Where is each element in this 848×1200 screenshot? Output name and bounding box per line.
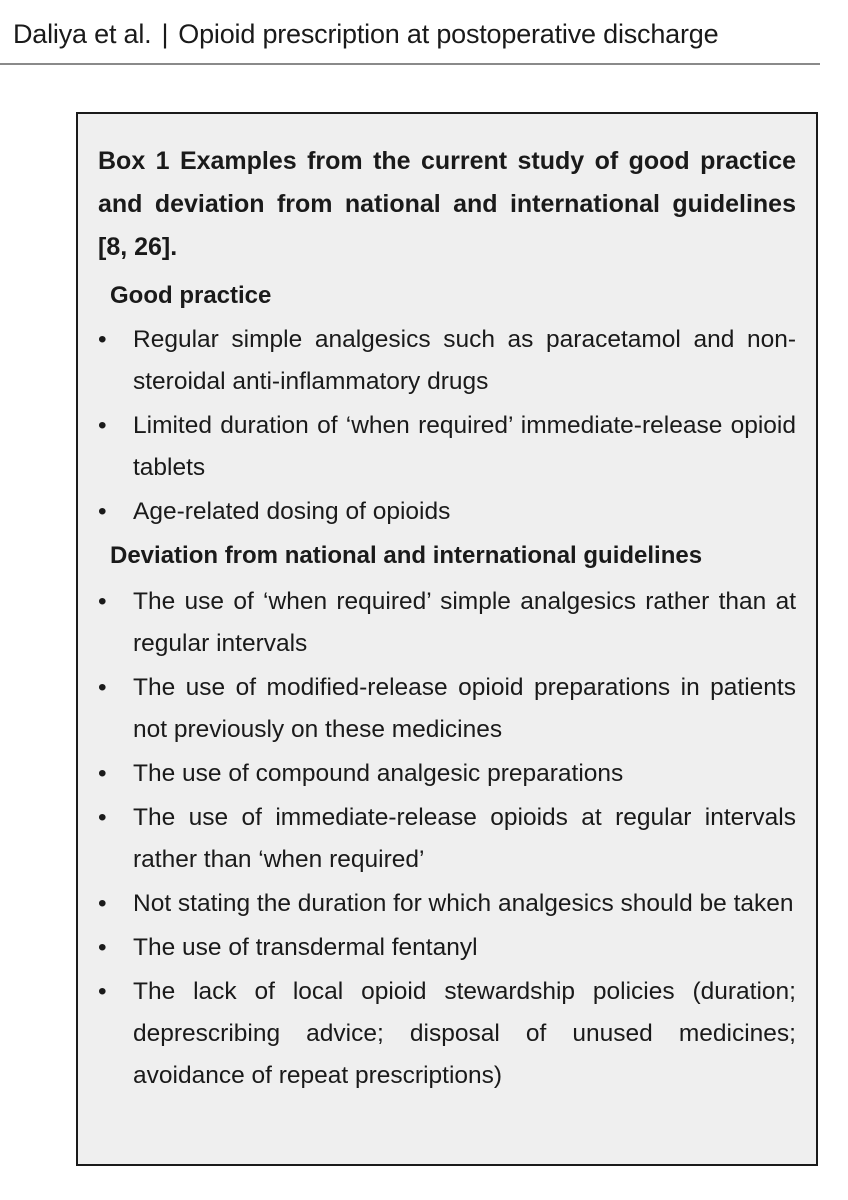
bullet-icon: • xyxy=(98,412,107,439)
list-item xyxy=(98,753,796,795)
list-item-text: Regular simple analgesics such as paracetamol and non-steroidal anti-inflammatory drugs xyxy=(133,326,796,395)
list-item xyxy=(98,927,796,969)
bullet-icon: • xyxy=(98,498,107,525)
list-item xyxy=(98,491,796,533)
list-item xyxy=(98,971,796,1097)
list-item xyxy=(98,581,796,665)
bullet-icon: • xyxy=(98,760,107,787)
list-item-text: Not stating the duration for which analgesics should be taken xyxy=(133,890,794,917)
list-item xyxy=(98,797,796,881)
list-item-text: The use of ‘when required’ simple analgesics rather than at regular intervals xyxy=(133,588,796,657)
list-item-text: Limited duration of ‘when required’ immediate-release opioid tablets xyxy=(133,412,796,481)
bullet-icon: • xyxy=(98,674,107,701)
header-separator: | xyxy=(161,19,169,49)
header-title: Opioid prescription at postoperative discharge xyxy=(178,19,719,49)
good-practice-list xyxy=(98,319,796,533)
box-1 xyxy=(76,112,818,1166)
list-item xyxy=(98,319,796,403)
bullet-icon: • xyxy=(98,978,107,1005)
section-heading-good-practice: Good practice xyxy=(110,282,272,309)
box-title: Box 1 Examples from the current study of good practice and deviation from national and international guidelines [8, 26]. xyxy=(98,147,796,261)
bullet-icon: • xyxy=(98,804,107,831)
list-item xyxy=(98,405,796,489)
list-item-text: The lack of local opioid stewardship policies (duration; deprescribing advice; disposal of unused medicines; avoidance of repeat prescriptions) xyxy=(133,978,796,1089)
header-authors: Daliya et al. xyxy=(13,19,152,49)
bullet-icon: • xyxy=(98,934,107,961)
header-rule xyxy=(0,63,820,65)
list-item-text: The use of transdermal fentanyl xyxy=(133,934,478,961)
list-item xyxy=(98,883,796,925)
list-item xyxy=(98,667,796,751)
list-item-text: The use of immediate-release opioids at regular intervals rather than ‘when required’ xyxy=(133,804,796,873)
list-item-text: Age-related dosing of opioids xyxy=(133,498,451,525)
list-item-text: The use of compound analgesic preparations xyxy=(133,760,624,787)
running-header xyxy=(13,14,718,54)
bullet-icon: • xyxy=(98,588,107,615)
deviation-list xyxy=(98,581,796,1097)
bullet-icon: • xyxy=(98,890,107,917)
bullet-icon: • xyxy=(98,326,107,353)
section-heading-deviation: Deviation from national and international guidelines xyxy=(110,542,703,569)
list-item-text: The use of modified-release opioid preparations in patients not previously on these medicines xyxy=(133,674,796,743)
